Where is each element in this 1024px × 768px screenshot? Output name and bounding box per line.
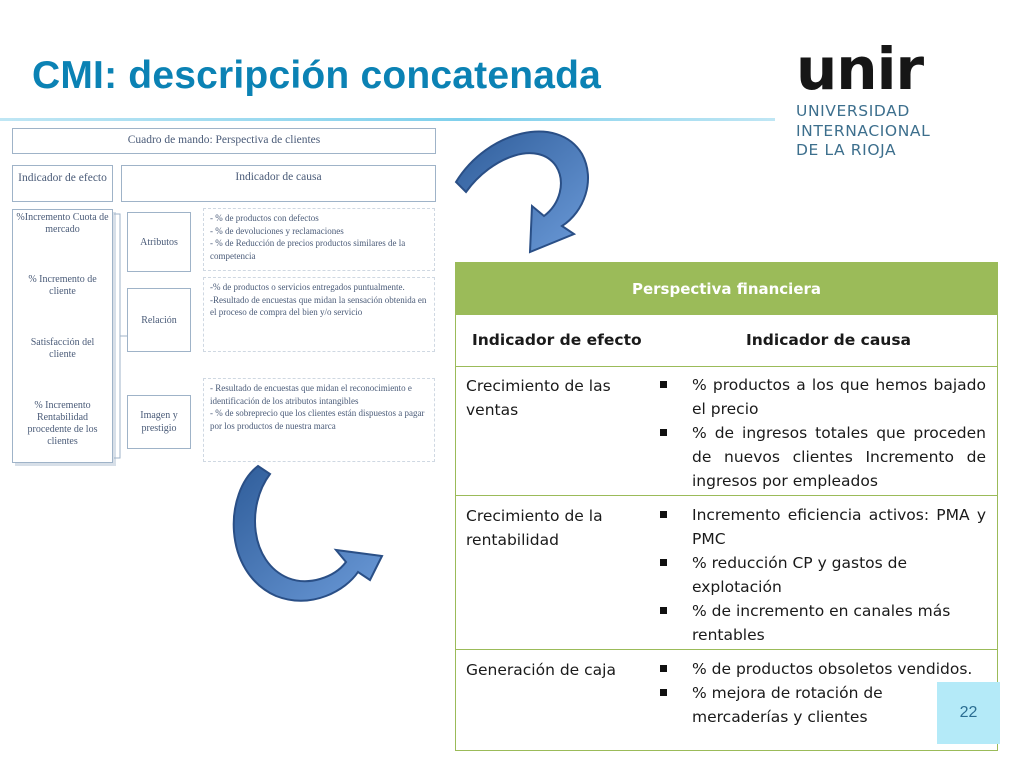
cause-item: % mejora de rotación de mercaderías y clientes — [660, 681, 986, 729]
cause-item: % productos a los que hemos bajado el precio — [660, 373, 986, 421]
cause-item: % de incremento en canales más rentables — [660, 599, 986, 647]
diagram-cause-1-item-1: - % de productos con defectos — [210, 213, 319, 223]
logo-line-3: DE LA RIOJA — [796, 141, 897, 159]
logo-line-2: INTERNACIONAL — [796, 121, 931, 140]
diagram-effects-column — [12, 209, 113, 463]
cause-item: % reducción CP y gastos de explotación — [660, 551, 986, 599]
diagram-cause-3-item-2: - % de sobreprecio que los clientes están dispuestos a pagar por los productos de nuestra marca — [210, 408, 425, 431]
cause-item: % de ingresos totales que proceden de nuevos clientes Incremento de ingresos por empleados — [660, 421, 986, 493]
title-underline — [0, 118, 775, 121]
diagram-title-box — [12, 128, 436, 154]
column-header-effect: Indicador de efecto — [472, 331, 642, 349]
table-row — [456, 650, 997, 750]
diagram-title: Cuadro de mando: Perspectiva de clientes — [127, 134, 321, 146]
diagram-cause-header — [121, 165, 436, 202]
diagram-cause-1-item-2: - % de devoluciones y reclamaciones — [210, 225, 344, 236]
column-header-cause: Indicador de causa — [746, 331, 912, 349]
diagram-effect-2: % Incremento de cliente — [28, 274, 97, 297]
row-causes — [660, 503, 986, 647]
logo-subtitle — [796, 102, 996, 161]
unir-logo — [796, 35, 996, 161]
row-effect: Crecimiento de la rentabilidad — [466, 507, 603, 549]
table-title: Perspectiva financiera — [456, 263, 997, 315]
cause-item: % de productos obsoletos vendidos. — [660, 657, 986, 681]
page-number-badge — [937, 682, 1000, 744]
diagram-cause-label-3: Imagen y prestigio — [127, 395, 191, 449]
cause-item: Incremento eficiencia activos: PMA y PMC — [660, 503, 986, 551]
row-effect: Crecimiento de las ventas — [466, 377, 611, 419]
curved-arrow-top-icon — [448, 120, 598, 260]
logo-line-1: UNIVERSIDAD — [796, 102, 910, 120]
diagram-effect-4: % Incremento Rentabilidad procedente de los clientes — [27, 400, 98, 447]
row-effect: Generación de caja — [466, 661, 616, 679]
row-causes — [660, 373, 986, 493]
diagram-cause-text-1 — [203, 208, 435, 271]
diagram-cause-text-2 — [203, 277, 435, 352]
diagram-cause-1-item-3: - % de Reducción de precios productos similares de la competencia — [210, 238, 406, 261]
diagram-cause-2-item-2: -Resultado de encuestas que midan la sensación obtenida en el proceso de compra del bien y/o servicio — [210, 294, 427, 317]
financial-perspective-table — [455, 262, 998, 751]
table-column-headers — [456, 315, 997, 367]
diagram-cause-2-item-1: -% de productos o servicios entregados puntualmente. — [210, 282, 405, 292]
curved-arrow-bottom-icon — [228, 462, 388, 610]
diagram-cause-header-label: Indicador de causa — [235, 171, 322, 183]
logo-wordmark: unir — [796, 35, 924, 103]
diagram-cause-text-3 — [203, 378, 435, 462]
diagram-effect-1: %Incremento Cuota de mercado — [16, 212, 109, 235]
diagram-effect-header — [12, 165, 113, 202]
diagram-effect-header-label: Indicador de efecto — [18, 172, 107, 184]
diagram-cause-label-2: Relación — [127, 288, 191, 352]
page-number: 22 — [959, 704, 978, 721]
table-row — [456, 366, 997, 496]
slide-title: CMI: descripción concatenada — [32, 54, 602, 97]
diagram-cause-label-1: Atributos — [127, 212, 191, 272]
diagram-effect-3: Satisfacción del cliente — [30, 337, 95, 360]
table-row — [456, 496, 997, 650]
diagram-cause-3-item-1: - Resultado de encuestas que midan el reconocimiento e identificación de los atributos intangibles — [210, 383, 412, 406]
